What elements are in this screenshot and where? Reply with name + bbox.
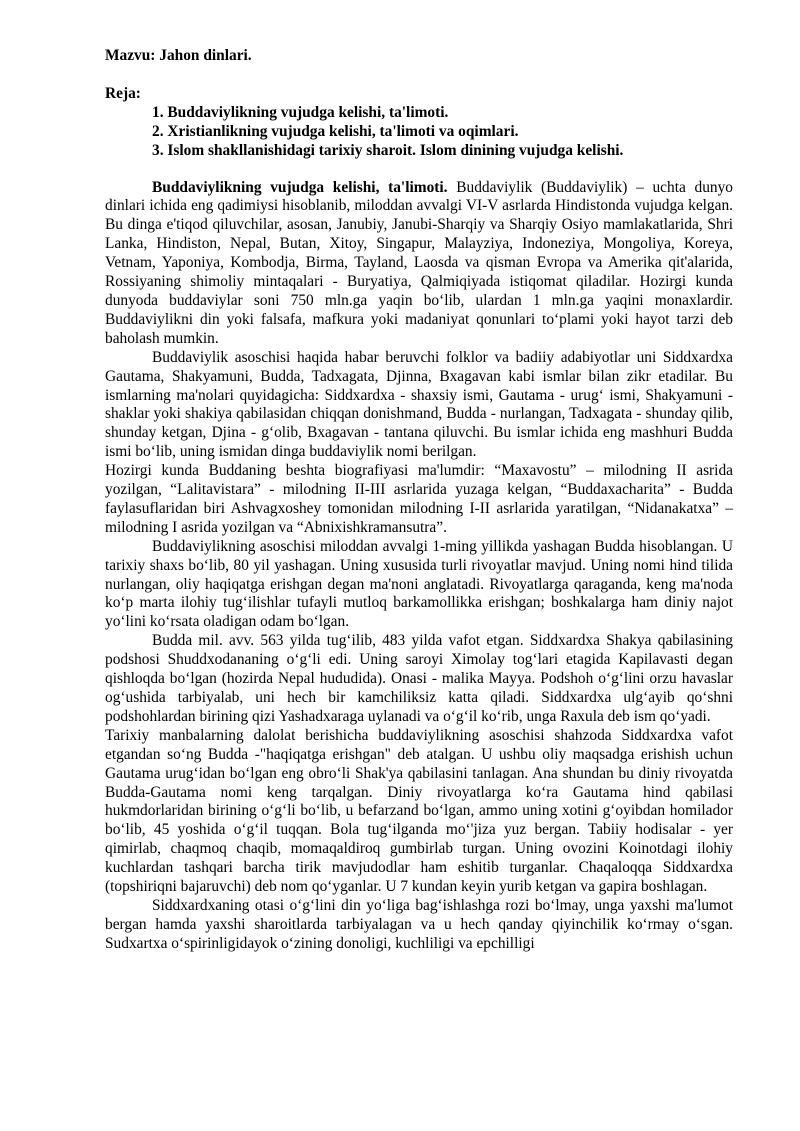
body-paragraph: Buddaviylikning asoschisi miloddan avvalgi 1-ming yillikda yashagan Budda hisoblangan. U tarixiy shaxs bo‘lib, 80 yil yashagan. Uning xususida turli rivoyatlar mavjud. Uning nomi hind tilida nurlangan, oliy haqiqatga erishgan degan ma'noni anglatadi. Rivoyatlarga qaraganda, keng ma'noda ko‘p marta ilohiy tug‘ilishlar tufayli mutloq barkamollikka erishgan; boshkalarga ham diniy najot yo‘lini ko‘rsata oladigan odam bo‘lgan. bbox=[105, 537, 733, 631]
body-paragraph: Budda mil. avv. 563 yilda tug‘ilib, 483 yilda vafot etgan. Siddxardxa Shakya qabilasining podshosi Shuddxodananing o‘g‘li edi. Uning saroyi Ximolay tog‘lari etagida Kapilavasti degan qishloqda bo‘lgan (hozirda Nepal hududida). Onasi - malika Mayya. Podshoh o‘g‘lini orzu havaslar og‘ushida tarbiyalab, uni hech bir kamchiliksiz katta qiladi. Siddxardxa ulg‘ayib qo‘shni podshohlardan birining qizi Yashadxaraga uylanadi va o‘g‘il ko‘rib, unga Raxula deb ism qo‘yadi. bbox=[105, 632, 733, 725]
body-paragraph: Buddaviylik asoschisi haqida habar beruvchi folklor va badiiy adabiyotlar uni Siddxardxa Gautama, Shakyamuni, Budda, Tadxagata, Djinna, Bxagavan kabi ismlar bilan zikr etadilar. Bu ismlarning ma'nolari quyidagicha: Siddxardxa - shaxsiy ismi, Gautama - urug‘ ismi, Shakyamuni - shaklar yoki shakiya qabilasidan chiqqan donishmand, Budda - nurlangan, Tadxagata - shunday qilib, shunday ketgan, Djina - g‘olib, Bxagavan - tantana qiluvchi. Bu ismlar ichida eng mashhuri Budda ismi bo‘lib, uning ismidan dinga buddaviylik nomi berilgan. bbox=[105, 348, 733, 461]
plan-item: 1. Buddaviylikning vujudga kelishi, ta'limoti. bbox=[152, 103, 449, 121]
paragraph-text: Buddaviylik (Buddaviylik) – uchta dunyo dinlari ichida eng qadimiysi hisoblanib, miloddan avvalgi VI-V asrlarda Hindistonda vujudga kelgan. Bu dinga e'tiqod qiluvchilar, asosan, Janubiy, Janubi-Sharqiy va Sharqiy Osiyo mamlakatlarida, Shri Lanka, Hindiston, Nepal, Butan, Xitoy, Singapur, Malayziya, Indoneziya, Mongoliya, Koreya, Vetnam, Yaponiya, Kombodja, Birma, Tayland, Laosda va qisman Evropa va Amerika qit'alarida, Rossiyaning shimoliy mintaqalari - Buryatiya, Qalmiqiyada istiqomat qiladilar. Hozirgi kunda dunyoda buddaviylar soni 750 mln.ga yaqin bo‘lib, ulardan 1 mln.ga yaqini monaxlardir. Buddaviylikni din yoki falsafa, mafkura yoki madaniyat qonunlari to‘plami yoki hayot tarzi deb baholash mumkin. bbox=[105, 178, 733, 347]
body-paragraph: Hozirgi kunda Buddaning beshta biografiyasi ma'lumdir: “Maxavostu” – milodning II asrida yozilgan, “Lalitavistara” - milodning II-III asrlarida yuzaga kelgan, “Buddaxacharita” - Budda faylasuflaridan biri Ashvagxoshey tomonidan milodning I-II asrlarida yaratilgan, “Nidanakatxa” – milodning I asrida yozilgan va “Abnixishkramansutra”. bbox=[105, 462, 733, 536]
body-paragraph: Siddxardxaning otasi o‘g‘lini din yo‘liga bag‘ishlashga rozi bo‘lmay, unga yaxshi ma'lumot bergan hamda yaxshi sharoitlarda tarbiyalagan va u hech qanday qiyinchilik ko‘rmay o‘sgan. Sudxartxa o‘spirinligidayok o‘zining donoligi, kuchliligi va epchilligi bbox=[105, 896, 733, 952]
intro-paragraph bbox=[105, 179, 733, 349]
plan-item: 3. Islom shakllanishidagi tarixiy sharoit. Islom dinining vujudga kelishi. bbox=[152, 141, 624, 159]
document-title: Mazvu: Jahon dinlari. bbox=[105, 47, 252, 64]
plan-list bbox=[105, 104, 733, 161]
section-heading: Buddaviylikning vujudga kelishi, ta'limoti. bbox=[152, 178, 448, 196]
body-paragraph: Tarixiy manbalarning dalolat berishicha buddaviylikning asoschisi shahzoda Siddxardxa vafot etgandan so‘ng Budda -"haqiqatga erishgan" deb atalgan. U ushbu oliy maqsadga erishish uchun Gautama urug‘idan bo‘lgan eng obro‘li Shak'ya qabilasini tanlagan. Ana shundan bu diniy rivoyatda Budda-Gautama nomi keng tarqalgan. Diniy rivoyatlarga ko‘ra Gautama hind qabilasi hukmdorlaridan birining o‘g‘li bo‘lib, u befarzand bo‘lgan, ammo uning xotini g‘oyibdan homilador bo‘lib, 45 yoshida o‘g‘il tuqqan. Bola tug‘ilganda mo‘'jiza yuz bergan. Tabiiy hodisalar - yer qimirlab, chaqmoq chaqib, momaqaldiroq gumbirlab turgan. Uning ovozini Koinotdagi ilohiy kuchlardan tashqari barcha tirik mavjudodlar ham eshitib turganlar. Chaqaloqqa Siddxardxa (topshiriqni bajaruvchi) deb nom qo‘yganlar. U 7 kundan keyin yurib ketgan va gapira boshlagan. bbox=[105, 726, 733, 896]
plan-item: 2. Xristianlikning vujudga kelishi, ta'limoti va oqimlari. bbox=[152, 122, 519, 140]
document-page bbox=[105, 47, 733, 954]
plan-label: Reja: bbox=[105, 84, 141, 102]
